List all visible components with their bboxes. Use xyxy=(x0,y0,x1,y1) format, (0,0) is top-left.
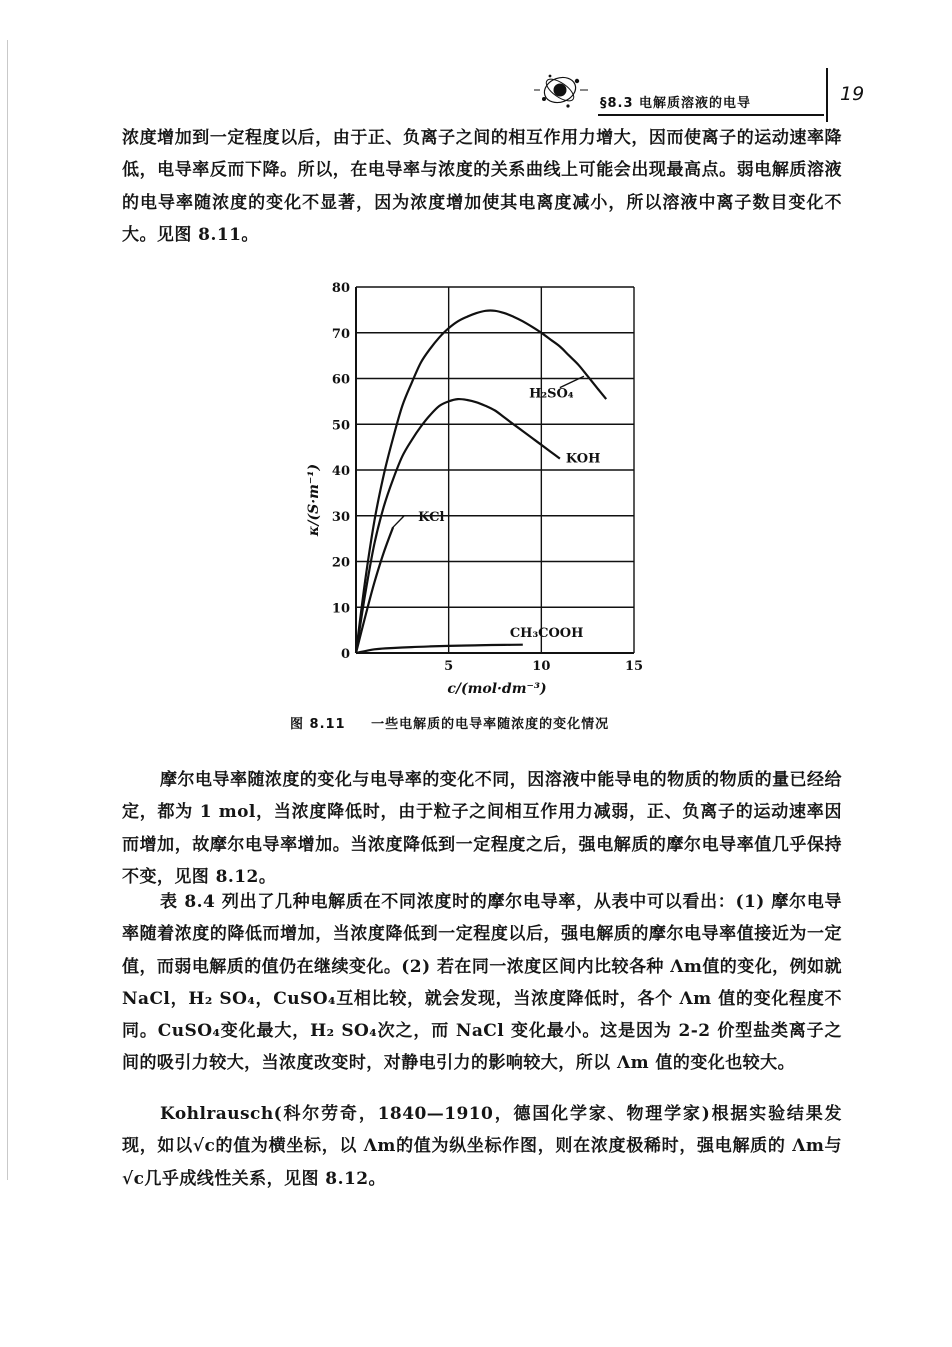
series-labels xyxy=(393,376,600,641)
page-header xyxy=(0,0,952,120)
header-divider xyxy=(826,68,828,122)
x-tick-label: 10 xyxy=(532,659,551,674)
y-tick-label: 50 xyxy=(331,418,350,434)
header-rule xyxy=(598,114,824,116)
x-axis-label: c/(mol·dm⁻³) xyxy=(447,681,547,697)
y-tick-label: 60 xyxy=(331,372,350,388)
x-tick-label: 5 xyxy=(444,659,454,674)
y-tick-label: 40 xyxy=(331,464,350,479)
y-tick-label: 10 xyxy=(331,601,350,617)
page-edge-line xyxy=(7,40,8,1180)
figure-caption-text: 一些电解质的电导率随浓度的变化情况 xyxy=(371,717,610,732)
label-leader-2 xyxy=(393,516,404,527)
series-label-3: CH₃COOH xyxy=(509,625,584,641)
paragraph-3: 表 8.4 列出了几种电解质在不同浓度时的摩尔电导率，从表中可以看出：(1) 摩尔电导率随着浓度的降低而增加，当浓度降低到一定程度以后，强电解质的摩尔电导率值接近为一定值，而弱电解质的值仍在继续变化。(2) 若在同一浓度区间内比较各种 Λm值的变化，例如就 NaCl，H₂ SO₄，CuSO₄互相比较，就会发现，当浓度降低时，各个 Λm 值的变化程度不同。CuSO₄变化最大，H₂ SO₄次之，而 NaCl 变化最小。这是因为 2-2 价型盐类离子之间的吸引力较大，当浓度改变时，对静电引力的影响较大，所以 Λm 值的变化也较大。 xyxy=(122,892,842,1074)
figure-caption xyxy=(290,714,609,736)
y-tick-label: 0 xyxy=(340,647,350,662)
y-tick-label: 20 xyxy=(331,555,350,571)
figure-label: 图 8.11 xyxy=(290,717,346,732)
y-tick-label: 70 xyxy=(331,326,350,342)
paragraph-4: Kohlrausch(科尔劳奇，1840—1910，德国化学家、物理学家)根据实验结果发现，如以√c的值为横坐标，以 Λm的值为纵坐标作图，则在浓度极稀时，强电解质的 Λm与√c几乎成线性关系，见图 8.12。 xyxy=(122,1104,842,1189)
y-tick-label: 30 xyxy=(331,509,350,525)
y-tick-label: 80 xyxy=(331,281,350,296)
y-tick-labels xyxy=(332,281,350,662)
series-label-0: H₂SO₄ xyxy=(529,386,574,402)
y-axis-label: κ/(S·m⁻¹) xyxy=(306,463,322,537)
series-0-line xyxy=(356,311,606,654)
x-tick-labels xyxy=(444,659,643,674)
series-label-1: KOH xyxy=(565,451,601,467)
series-label-2: KCl xyxy=(418,510,445,526)
x-tick-label: 15 xyxy=(624,659,644,674)
chapter-emblem-icon xyxy=(528,66,592,112)
page-number: 19 xyxy=(840,83,865,105)
conductivity-chart xyxy=(290,275,680,700)
chart-series xyxy=(356,311,606,654)
paragraph-1: 浓度增加到一定程度以后，由于正、负离子之间的相互作用力增大，因而使离子的运动速率降低，电导率反而下降。所以，在电导率与浓度的关系曲线上可能会出现最高点。弱电解质溶液的电导率随浓度的变化不显著，因为浓度增加使其电离度减小，所以溶液中离子数目变化不大。见图 8.11。 xyxy=(122,128,842,245)
paragraph-2: 摩尔电导率随浓度的变化与电导率的变化不同，因溶液中能导电的物质的物质的量已经给定，都为 1 mol，当浓度降低时，由于粒子之间相互作用力减弱，正、负离子的运动速率因而增加，故摩尔电导率增加。当浓度降低到一定程度之后，强电解质的摩尔电导率值几乎保持不变，见图 8.12。 xyxy=(122,770,842,887)
section-title: §8.3 电解质溶液的电导 xyxy=(600,96,752,111)
series-3-line xyxy=(356,645,523,653)
series-1-line xyxy=(356,399,560,653)
